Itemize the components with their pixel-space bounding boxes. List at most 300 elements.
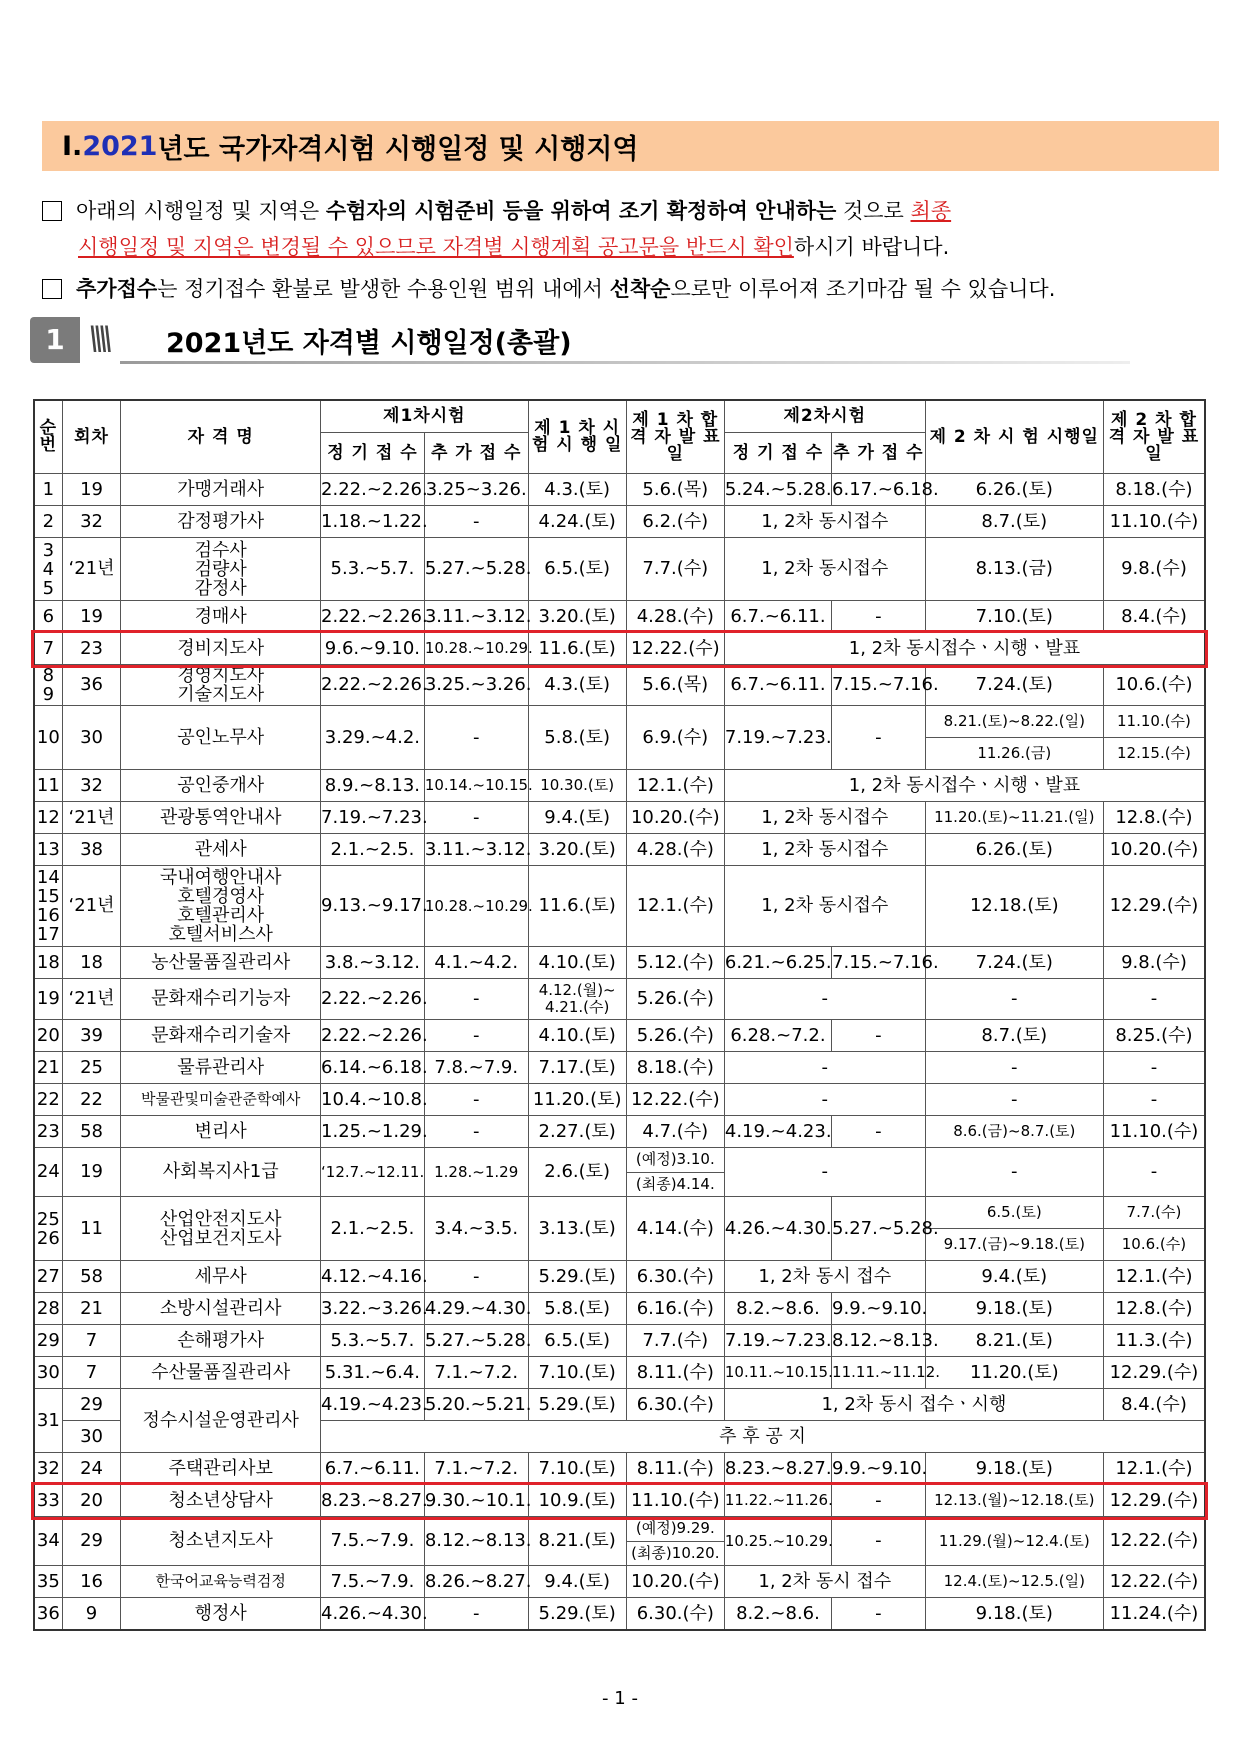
cell: 7.24.(토) (925, 665, 1103, 706)
cell: 1 (34, 474, 62, 506)
cell: 35 (34, 1566, 62, 1598)
cell: 5.31.~6.4. (321, 1357, 425, 1389)
cell: 9.9.~9.10. (832, 1293, 926, 1325)
notice-text: 추가접수 (76, 277, 158, 301)
cell: 1, 2차 동시접수 (724, 802, 925, 834)
cell: 10.20.(수) (1103, 834, 1205, 866)
cell: 23 (34, 1116, 62, 1148)
table-row (34, 1598, 1205, 1631)
cell: 2.22.~2.26. (321, 665, 425, 706)
header-exam2: 제2차시험 (724, 400, 925, 433)
cell: 청소년상담사 (121, 1485, 321, 1517)
cell: 경매사 (121, 601, 321, 633)
cell: 7.8.~7.9. (424, 1052, 528, 1084)
cell: ‘21년 (62, 802, 121, 834)
notice-text: 수험자의 시험준비 등을 위하여 조기 확정하여 안내하는 (325, 199, 837, 223)
cell: 12.15.(수) (1103, 738, 1205, 770)
cell: 4.12.(월)~ (538, 981, 616, 999)
cell: 한국어교육능력검정 (121, 1566, 321, 1598)
cell: 5.29.(토) (528, 1261, 626, 1293)
cell: 문화재수리기능자 (121, 979, 321, 1020)
cell: - (925, 1084, 1103, 1116)
table-row (34, 1116, 1205, 1148)
cell: 1.18.~1.22. (321, 506, 425, 538)
table-row (34, 979, 1205, 1020)
cell: 9 (62, 1598, 121, 1631)
cell: 6.30.(수) (626, 1598, 724, 1631)
section-number: 1 (30, 317, 80, 363)
cell: 경영지도사 (177, 665, 265, 686)
header-exam1-result: 제 1 차 합 격 자 발 표 일 (626, 400, 724, 474)
cell: 9.18.(토) (925, 1598, 1103, 1631)
header-exam2-result: 제 2 차 합 격 자 발 표 일 (1103, 400, 1205, 474)
cell: - (832, 1598, 926, 1631)
cell: 2.27.(토) (528, 1116, 626, 1148)
cell: 32 (62, 770, 121, 802)
cell: 11.10.(수) (1103, 1116, 1205, 1148)
cell: 12.29.(수) (1103, 866, 1205, 947)
cell: 3.22.~3.26. (321, 1293, 425, 1325)
cell: 8.18.(수) (1103, 474, 1205, 506)
cell: 8.4.(수) (1103, 1389, 1205, 1421)
cell: 8.13.(금) (925, 538, 1103, 601)
cell: - (1103, 979, 1205, 1020)
cell: 2.22.~2.26. (321, 474, 425, 506)
table-row (34, 834, 1205, 866)
cell: 4.14.(수) (626, 1197, 724, 1261)
cell: 10.14.~10.15. (424, 770, 528, 802)
cell: - (832, 706, 926, 770)
cell: 19 (62, 1148, 121, 1197)
cell: 5.8.(토) (528, 1293, 626, 1325)
cell: - (424, 506, 528, 538)
cell: 6.16.(수) (626, 1293, 724, 1325)
cell: 30 (34, 1357, 62, 1389)
cell: 11.10.(수) (1103, 506, 1205, 538)
notice-text: 는 정기접수 환불로 발생한 수용인원 범위 내에서 (157, 277, 610, 301)
cell: 4.24.(토) (528, 506, 626, 538)
cell: 청소년지도사 (121, 1517, 321, 1566)
table-row (34, 770, 1205, 802)
cell: 8.21.(토)~8.22.(일) (925, 706, 1103, 738)
cell: 20 (34, 1020, 62, 1052)
cell: 문화재수리기술자 (121, 1020, 321, 1052)
cell: 22 (34, 1084, 62, 1116)
notice-text: 하시기 바랍니다. (793, 235, 950, 259)
notice-2 (42, 271, 1222, 307)
slash-decoration-icon: \\\\ (88, 319, 108, 357)
cell: 11.6.(토) (528, 866, 626, 947)
cell: 7.19.~7.23. (724, 1325, 831, 1357)
table-row (34, 474, 1205, 506)
cell: (최종)10.20. (626, 1541, 724, 1566)
cell: 물류관리사 (121, 1052, 321, 1084)
notice-text: 아래의 시행일정 및 지역은 (76, 199, 326, 223)
cell: 11.22.~11.26. (724, 1485, 831, 1517)
cell: 12.18.(토) (925, 866, 1103, 947)
cell: 7 (62, 1357, 121, 1389)
cell: 1, 2차 동시접수 (724, 506, 925, 538)
cell: 1, 2차 동시접수 (724, 834, 925, 866)
cell: 9.9.~9.10. (832, 1453, 926, 1485)
cell: 공인중개사 (121, 770, 321, 802)
cell: 감정사 (194, 577, 247, 599)
cell: 34 (34, 1517, 62, 1566)
cell: 5.6.(목) (626, 665, 724, 706)
cell: 31 (34, 1389, 62, 1453)
table-row (34, 665, 1205, 706)
cell: 21 (34, 1052, 62, 1084)
page-title (42, 121, 1219, 171)
cell: 10 (34, 706, 62, 770)
header-exam1: 제1차시험 (321, 400, 529, 433)
highlight-box-row-7 (31, 630, 1208, 668)
cell: 19 (62, 474, 121, 506)
table-row (34, 1020, 1205, 1052)
cell: ‘21년 (62, 866, 121, 947)
cell: 수산물품질관리사 (121, 1357, 321, 1389)
cell: 7.15.~7.16. (832, 947, 926, 979)
cell: 30 (62, 1421, 121, 1453)
cell: 7.7.(수) (626, 1325, 724, 1357)
notice-1 (42, 193, 1222, 265)
header-exam1-date: 제 1 차 시 험 시 행 일 (528, 400, 626, 474)
cell: 국내여행안내사 (159, 867, 282, 888)
cell: 9.18.(토) (925, 1453, 1103, 1485)
table-row (34, 802, 1205, 834)
page-number: - 1 - (602, 1688, 638, 1709)
cell: 2.1.~2.5. (321, 834, 425, 866)
cell: 4.26.~4.30. (724, 1197, 831, 1261)
cell: 5.27.~5.28. (424, 538, 528, 601)
section-header (30, 317, 1210, 365)
table-row (34, 1325, 1205, 1357)
cell: 10.28.~10.29. (424, 633, 528, 665)
cell: 29 (62, 1517, 121, 1566)
cell: 8.12.~8.13. (832, 1325, 926, 1357)
cell: 관광통역안내사 (121, 802, 321, 834)
cell: 18 (62, 947, 121, 979)
cell: 7.1.~7.2. (424, 1453, 528, 1485)
cell: 5.3.~5.7. (321, 538, 425, 601)
cell: 6.5.(토) (528, 538, 626, 601)
cell: 9.4.(토) (528, 802, 626, 834)
cell: 3.4.~3.5. (424, 1197, 528, 1261)
cell: 8.12.~8.13. (424, 1517, 528, 1566)
cell: 4.19.~4.23. (321, 1389, 425, 1421)
cell: 9.18.(토) (925, 1293, 1103, 1325)
cell: 11.3.(수) (1103, 1325, 1205, 1357)
highlight-box-row-33 (31, 1482, 1208, 1520)
cell: 8.7.(토) (925, 1020, 1103, 1052)
cell: 29 (34, 1325, 62, 1357)
cell: 7.5.~7.9. (321, 1517, 425, 1566)
table-row (34, 1566, 1205, 1598)
cell: 12.1.(수) (1103, 1453, 1205, 1485)
cell: 8.2.~8.6. (724, 1598, 831, 1631)
cell: ‘12.7.~12.11. (321, 1148, 425, 1197)
section-rule (120, 361, 1130, 364)
cell: 5.20.~5.21. (424, 1389, 528, 1421)
cell: 1.28.~1.29 (424, 1148, 528, 1197)
table-row (34, 1389, 1205, 1421)
cell: 호텔관리사 (177, 905, 265, 926)
cell: 6.7.~6.11. (724, 665, 831, 706)
cell: - (424, 1261, 528, 1293)
cell: 30 (62, 706, 121, 770)
cell: 11.29.(월)~12.4.(토) (925, 1517, 1103, 1566)
table-row (34, 1453, 1205, 1485)
cell: 10.6.(수) (1103, 665, 1205, 706)
cell: 6.30.(수) (626, 1261, 724, 1293)
cell: 변리사 (121, 1116, 321, 1148)
cell: 7.24.(토) (925, 947, 1103, 979)
cell: 8.4.(수) (1103, 601, 1205, 633)
cell: 7.1.~7.2. (424, 1357, 528, 1389)
cell: 8.26.~8.27. (424, 1566, 528, 1598)
cell: 4 (42, 558, 55, 580)
cell: 7.7.(수) (1103, 1197, 1205, 1229)
cell: 28 (34, 1293, 62, 1325)
cell: 12.4.(토)~12.5.(일) (925, 1566, 1103, 1598)
cell: 4.28.(수) (626, 834, 724, 866)
cell: 1.25.~1.29. (321, 1116, 425, 1148)
cell: 9.8.(수) (1103, 947, 1205, 979)
cell: 39 (62, 1020, 121, 1052)
cell: 3.11.~3.12. (424, 601, 528, 633)
cell: - (832, 1020, 926, 1052)
cell: 1, 2차 동시 접수 (724, 1566, 925, 1598)
cell: 주택관리사보 (121, 1453, 321, 1485)
cell: 산업보건지도사 (159, 1227, 282, 1249)
header-reg: 정 기 접 수 (321, 433, 425, 474)
cell: - (424, 802, 528, 834)
cell: 4.3.(토) (528, 474, 626, 506)
cell: 4.29.~4.30. (424, 1293, 528, 1325)
cell: 11.6.(토) (528, 633, 626, 665)
cell: 6.5.(토) (528, 1325, 626, 1357)
cell: 4.21.(수) (544, 998, 610, 1016)
cell: 5.27.~5.28. (832, 1197, 926, 1261)
cell: (최종)4.14. (626, 1172, 724, 1197)
title-prefix: Ⅰ. (62, 130, 83, 162)
cell: 7.19.~7.23. (321, 802, 425, 834)
cell: - (832, 1116, 926, 1148)
notice-text: 것으로 (836, 199, 911, 223)
cell: 6.26.(토) (925, 474, 1103, 506)
cell: 25 (62, 1052, 121, 1084)
cell: 32 (34, 1453, 62, 1485)
cell: 33 (34, 1485, 62, 1517)
cell: 11.10.(수) (1103, 706, 1205, 738)
cell: 13 (34, 834, 62, 866)
cell: 16 (36, 905, 60, 926)
cell: 9.4.(토) (925, 1261, 1103, 1293)
notice-text: 으로만 이루어져 조기마감 될 수 있습니다. (670, 277, 1056, 301)
cell: 11.20.(토) (925, 1357, 1103, 1389)
cell: - (925, 979, 1103, 1020)
cell: 5.8.(토) (528, 706, 626, 770)
cell: 6 (34, 601, 62, 633)
cell: 26 (36, 1227, 60, 1249)
cell: 9 (42, 684, 55, 705)
cell: 11.26.(금) (925, 738, 1103, 770)
cell: 8.6.(금)~8.7.(토) (925, 1116, 1103, 1148)
cell: 3.8.~3.12. (321, 947, 425, 979)
cell: 29 (62, 1389, 121, 1421)
cell: 경비지도사 (121, 633, 321, 665)
cell: 5.3.~5.7. (321, 1325, 425, 1357)
cell: 7 (62, 1325, 121, 1357)
cell: - (1103, 1052, 1205, 1084)
cell: 12.29.(수) (1103, 1357, 1205, 1389)
cell: (예정)3.10. (626, 1148, 724, 1173)
cell: 15 (36, 886, 60, 907)
cell: - (832, 1485, 926, 1517)
cell: 2.1.~2.5. (321, 1197, 425, 1261)
cell: 10.20.(수) (626, 802, 724, 834)
cell: 18 (34, 947, 62, 979)
cell: 4.26.~4.30. (321, 1598, 425, 1631)
cell: 4.19.~4.23. (724, 1116, 831, 1148)
cell: 8.11.(수) (626, 1357, 724, 1389)
cell: 8.11.(수) (626, 1453, 724, 1485)
cell: 3.25.~3.26. (424, 665, 528, 706)
cell: 박물관및미술관준학예사 (121, 1084, 321, 1116)
cell: 10.11.~10.15. (724, 1357, 831, 1389)
cell: (예정)9.29. (626, 1517, 724, 1542)
cell: 11.11.~11.12. (832, 1357, 926, 1389)
cell: 6.26.(토) (925, 834, 1103, 866)
cell: 12.1.(수) (1103, 1261, 1205, 1293)
cell: 10.25.~10.29. (724, 1517, 831, 1566)
cell: 7.7.(수) (626, 538, 724, 601)
cell: 7.10.(토) (528, 1357, 626, 1389)
header-seq: 순번 (34, 400, 62, 474)
cell: 호텔경영사 (177, 886, 265, 907)
cell: 12.22.(수) (1103, 1517, 1205, 1566)
cell: 6.17.~6.18. (832, 474, 926, 506)
cell: 2.22.~2.26. (321, 601, 425, 633)
cell: 12.1.(수) (626, 770, 724, 802)
cell: 5.12.(수) (626, 947, 724, 979)
table-row (34, 538, 1205, 601)
header-round: 회차 (62, 400, 121, 474)
cell: 2.6.(토) (528, 1148, 626, 1197)
cell: 9.17.(금)~9.18.(토) (925, 1229, 1103, 1261)
cell: 3.13.(토) (528, 1197, 626, 1261)
cell: 24 (34, 1148, 62, 1197)
cell: 38 (62, 834, 121, 866)
cell: - (925, 1148, 1103, 1197)
cell: 19 (34, 979, 62, 1020)
cell: 추 후 공 지 (321, 1421, 1205, 1453)
title-text: 년도 국가자격시험 시행일정 및 시행지역 (157, 133, 639, 165)
notice-warning: 최종 (910, 199, 952, 223)
cell: 6.7.~6.11. (321, 1453, 425, 1485)
cell: 4.3.(토) (528, 665, 626, 706)
cell: 10.20.(수) (626, 1566, 724, 1598)
cell: 23 (62, 633, 121, 665)
checkbox-square-icon (42, 201, 62, 221)
title-year: 2021 (82, 130, 158, 162)
cell: 27 (34, 1261, 62, 1293)
cell: 공인노무사 (121, 706, 321, 770)
schedule-table (33, 399, 1206, 1631)
cell: 농산물품질관리사 (121, 947, 321, 979)
cell: 1, 2차 동시접수 (724, 538, 925, 601)
cell: - (1103, 1148, 1205, 1197)
cell: 1, 2차 동시접수ㆍ시행ㆍ발표 (724, 770, 1205, 802)
table-row (34, 601, 1205, 633)
cell: 5.27.~5.28. (424, 1325, 528, 1357)
section-title: 2021년도 자격별 시행일정(총괄) (166, 328, 572, 359)
cell: 10.6.(수) (1103, 1229, 1205, 1261)
cell: 9.4.(토) (528, 1566, 626, 1598)
cell: 14 (36, 867, 60, 888)
cell: 10.28.~10.29. (424, 866, 528, 947)
cell: 16 (62, 1566, 121, 1598)
header-exam2-date: 제 2 차 시 험 시행일 (925, 400, 1103, 474)
cell: 1, 2차 동시접수ㆍ시행ㆍ발표 (724, 633, 1205, 665)
cell: - (424, 1020, 528, 1052)
cell: 4.12.~4.16. (321, 1261, 425, 1293)
cell: 행정사 (121, 1598, 321, 1631)
cell: 감정평가사 (121, 506, 321, 538)
cell: 1, 2차 동시접수 (724, 866, 925, 947)
cell: - (424, 706, 528, 770)
cell: 사회복지사1급 (121, 1148, 321, 1197)
cell: 36 (34, 1598, 62, 1631)
cell: 6.2.(수) (626, 506, 724, 538)
cell: 8.25.(수) (1103, 1020, 1205, 1052)
cell: 5.6.(목) (626, 474, 724, 506)
cell: 4.10.(토) (528, 947, 626, 979)
table-row (34, 1293, 1205, 1325)
cell: - (925, 1052, 1103, 1084)
cell: 3.20.(토) (528, 601, 626, 633)
cell: - (724, 1084, 925, 1116)
header-add-2: 추 가 접 수 (832, 433, 926, 474)
table-row (34, 1517, 1205, 1542)
cell: 검수사 (194, 539, 247, 561)
table-row (34, 947, 1205, 979)
cell: - (424, 1116, 528, 1148)
cell: 58 (62, 1116, 121, 1148)
cell: 8.18.(수) (626, 1052, 724, 1084)
cell: 11.20.(토)~11.21.(일) (925, 802, 1103, 834)
cell: 1, 2차 동시 접수 (724, 1261, 925, 1293)
cell: 36 (62, 665, 121, 706)
cell: 7 (34, 633, 62, 665)
cell: 8.7.(토) (925, 506, 1103, 538)
cell: 8.9.~8.13. (321, 770, 425, 802)
cell: 6.30.(수) (626, 1389, 724, 1421)
header-reg-2: 정 기 접 수 (724, 433, 831, 474)
cell: 호텔서비스사 (168, 924, 273, 945)
cell: 5.29.(토) (528, 1389, 626, 1421)
cell: 10.4.~10.8. (321, 1084, 425, 1116)
table-row (34, 1052, 1205, 1084)
cell: 검량사 (194, 558, 247, 580)
cell: - (724, 1148, 925, 1197)
cell: - (424, 1598, 528, 1631)
cell: - (424, 1084, 528, 1116)
cell: 3.29.~4.2. (321, 706, 425, 770)
cell: 58 (62, 1261, 121, 1293)
cell: ‘21년 (62, 979, 121, 1020)
cell: 12.22.(수) (626, 633, 724, 665)
